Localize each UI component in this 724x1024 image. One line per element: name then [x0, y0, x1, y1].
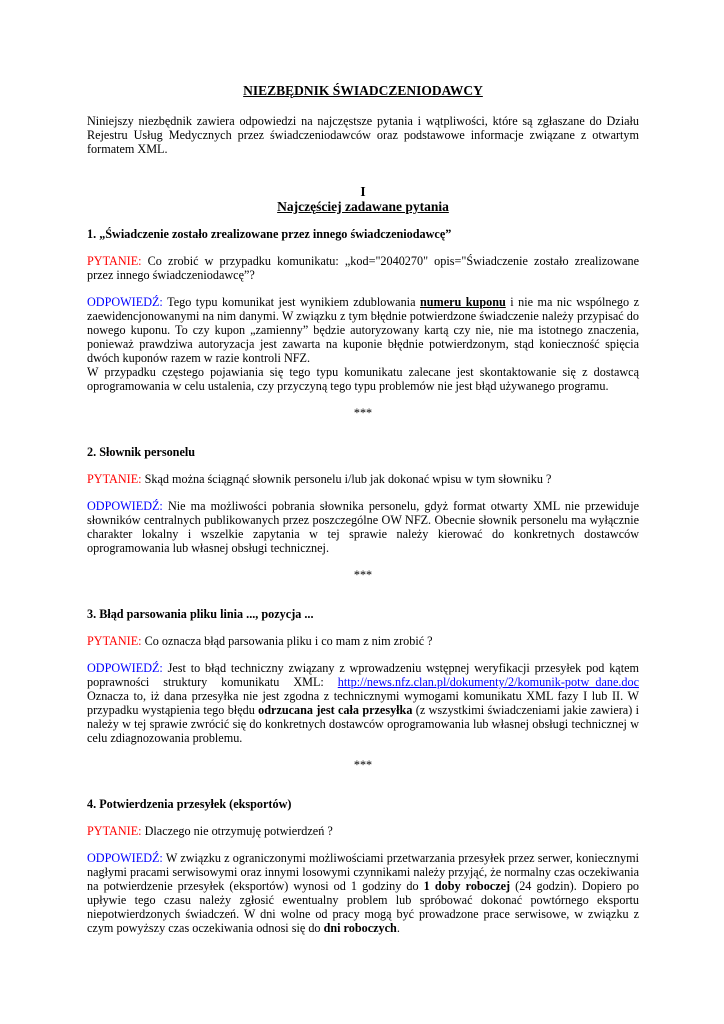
answer-label: ODPOWIEDŹ:	[87, 851, 163, 865]
question-label: PYTANIE:	[87, 634, 142, 648]
separator: ***	[353, 406, 373, 420]
faq-question-3	[87, 634, 639, 648]
answer-emphasis: dni roboczych	[323, 921, 397, 935]
document-link[interactable]: http://news.nfz.clan.pl/dokumenty/2/komunik-potw_dane.doc	[337, 675, 639, 689]
separator: ***	[353, 568, 373, 582]
separator: ***	[353, 758, 373, 772]
answer-text: .	[396, 921, 400, 935]
question-text: Dlaczego nie otrzymuję potwierdzeń ?	[141, 824, 333, 838]
question-label: PYTANIE:	[87, 472, 142, 486]
faq-question-1	[87, 254, 639, 282]
faq-answer-1-extra: W przypadku częstego pojawiania się tego typu komunikatu zalecane jest skontaktowanie się z dostawcą oprogramowania w celu ustalenia, czy przyczyną tego typu problemów nie jest błąd używanego programu.	[87, 365, 639, 393]
answer-text: (z wszystkimi świadczeniami jakie zawiera) i należy w tej sprawie zwrócić się do konkretnych dostawców oprogramowania lub własnej obsługi technicznej w celu zdiagnozowania problemu.	[87, 703, 640, 745]
faq-answer-3	[87, 661, 639, 745]
answer-text: i nie ma nic wspólnego z zaewidencjonowanymi na nim danymi. W związku z tym błędnie potwierdzone świadczenie należy przypisać do nowego kuponu. To czy kupon „zamienny” będzie autoryzowany kartą czy nie, nie ma istotnego znaczenia, ponieważ prawdziwa autoryzacja jest zawarta na kuponie błędnie potwierdzonym, stąd konieczność spięcia dwóch kuponów razem w razie kontroli NFZ.	[87, 295, 639, 365]
question-text: Co oznacza błąd parsowania pliku i co mam z nim zrobić ?	[141, 634, 433, 648]
intro-paragraph: Niniejszy niezbędnik zawiera odpowiedzi na najczęstsze pytania i wątpliwości, które są zgłaszane do Działu Rejestru Usług Medycznych przez świadczeniodawców oraz podstawowe informacje związane z otwartym formatem XML.	[87, 114, 639, 156]
section-title: Najczęściej zadawane pytania	[277, 199, 449, 214]
answer-emphasis: odrzucana jest cała przesyłka	[258, 703, 413, 717]
faq-answer-4	[87, 851, 639, 935]
faq-question-4	[87, 824, 639, 838]
answer-label: ODPOWIEDŹ:	[87, 661, 163, 675]
faq-heading-2: 2. Słownik personelu	[87, 445, 196, 459]
faq-heading-1: 1. „Świadczenie zostało zrealizowane przez innego świadczeniodawcę”	[87, 227, 452, 241]
question-text: Skąd można ściągnąć słownik personelu i/lub jak dokonać wpisu w tym słowniku ?	[141, 472, 552, 486]
answer-text: (24 godzin). Dopiero po upływie tego czasu należy zgłosić ewentualny problem lub spróbować dokonać powtórnego eksportu niepotwierdzonych świadczeń. W dni wolne od pracy mogą być prowadzone prace serwisowe, w związku z czym powyższy czas oczekiwania odnosi się do	[87, 879, 640, 935]
answer-label: ODPOWIEDŹ:	[87, 295, 163, 309]
answer-text: W związku z ograniczonymi możliwościami przetwarzania przesyłek przez serwer, koniecznymi nagłymi pracami serwisowymi oraz innymi losowymi czynnikami należy przyjąć, że normalny czas oczekiwania na potwierdzenie przesyłek (eksportów) wynosi od 1 godziny do	[87, 851, 639, 893]
answer-text: Jest to błąd techniczny związany z wprowadzeniu wstępnej weryfikacji przesyłek pod kątem poprawności struktury komunikatu XML:	[87, 661, 639, 689]
answer-emphasis: 1 doby roboczej	[423, 879, 511, 893]
faq-heading-3: 3. Błąd parsowania pliku linia ..., pozycja ...	[87, 607, 314, 621]
section-number: I	[360, 184, 366, 199]
question-text: Co zrobić w przypadku komunikatu: „kod="2040270" opis="Świadczenie zostało zrealizowane przez innego świadczeniodawcę”?	[87, 254, 639, 282]
faq-heading-4: 4. Potwierdzenia przesyłek (eksportów)	[87, 797, 292, 811]
document-title: NIEZBĘDNIK ŚWIADCZENIODAWCY	[243, 83, 483, 98]
faq-answer-2	[87, 499, 639, 555]
question-label: PYTANIE:	[87, 254, 142, 268]
faq-answer-1	[87, 295, 639, 365]
answer-text: Oznacza to, iż dana przesyłka nie jest zgodna z technicznymi wymogami komunikatu XML fazy I lub II. W przypadku wystąpienia tego błędu	[87, 689, 639, 717]
question-label: PYTANIE:	[87, 824, 142, 838]
answer-text: Tego typu komunikat jest wynikiem zdublowania	[162, 295, 420, 309]
faq-question-2	[87, 472, 639, 486]
answer-emphasis: numeru kuponu	[419, 295, 506, 309]
answer-label: ODPOWIEDŹ:	[87, 499, 163, 513]
document-page	[87, 84, 639, 935]
answer-text: Nie ma możliwości pobrania słownika personelu, gdyż format otwarty XML nie przewiduje słowników centralnych publikowanych przez poszczególne OW NFZ. Obecnie słownik personelu ma wyłącznie charakter lokalny i wszelkie zapytania w tej sprawie należy kierować do konkretnych dostawców oprogramowania lub własnej obsługi technicznej.	[87, 499, 639, 555]
